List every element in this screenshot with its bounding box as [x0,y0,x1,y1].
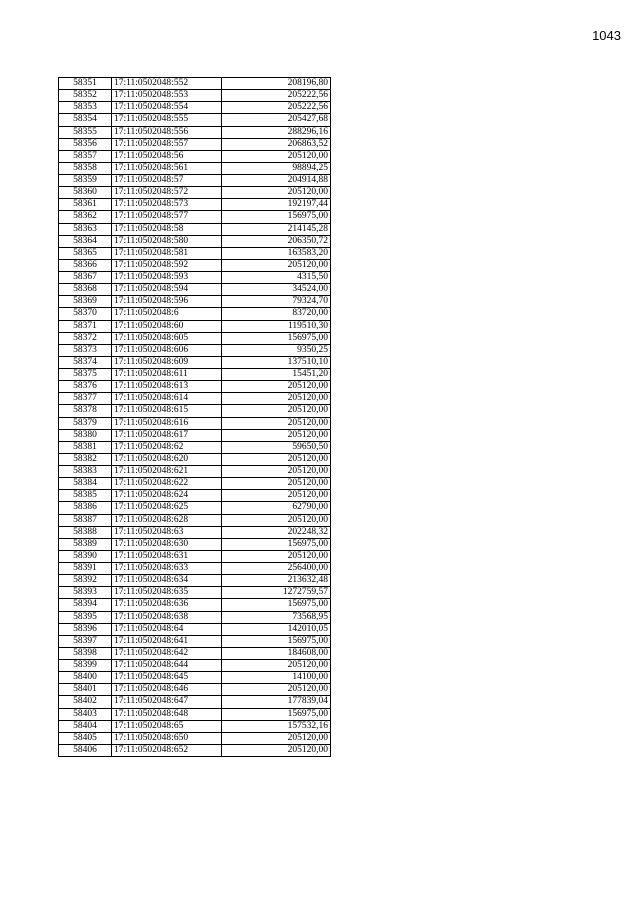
value-cell: 205120,00 [222,381,331,393]
row-number-cell: 58360 [59,187,112,199]
cadastral-number-cell: 17:11:0502048:630 [112,538,222,550]
cadastral-number-cell: 17:11:0502048:650 [112,732,222,744]
table-row [59,114,331,126]
table-row [59,90,331,102]
table-row [59,611,331,623]
row-number-cell: 58398 [59,647,112,659]
cadastral-number-cell: 17:11:0502048:552 [112,78,222,90]
row-number-cell: 58357 [59,150,112,162]
cadastral-number-cell: 17:11:0502048:631 [112,550,222,562]
cadastral-number-cell: 17:11:0502048:556 [112,126,222,138]
row-number-cell: 58363 [59,223,112,235]
table-row [59,478,331,490]
cadastral-number-cell: 17:11:0502048:62 [112,441,222,453]
value-cell: 205120,00 [222,417,331,429]
value-cell: 206863,52 [222,138,331,150]
cadastral-number-cell: 17:11:0502048:592 [112,259,222,271]
table-row [59,490,331,502]
table-row [59,356,331,368]
cadastral-number-cell: 17:11:0502048:647 [112,696,222,708]
table-row [59,393,331,405]
row-number-cell: 58359 [59,175,112,187]
row-number-cell: 58382 [59,453,112,465]
row-number-cell: 58375 [59,369,112,381]
row-number-cell: 58354 [59,114,112,126]
cadastral-number-cell: 17:11:0502048:645 [112,672,222,684]
row-number-cell: 58389 [59,538,112,550]
cadastral-number-cell: 17:11:0502048:625 [112,502,222,514]
value-cell: 256400,00 [222,563,331,575]
cadastral-number-cell: 17:11:0502048:57 [112,175,222,187]
table-row [59,563,331,575]
value-cell: 214145,28 [222,223,331,235]
table-row [59,526,331,538]
cadastral-number-cell: 17:11:0502048:555 [112,114,222,126]
cadastral-number-cell: 17:11:0502048:605 [112,332,222,344]
cadastral-number-cell: 17:11:0502048:614 [112,393,222,405]
cadastral-number-cell: 17:11:0502048:609 [112,356,222,368]
cadastral-number-cell: 17:11:0502048:594 [112,284,222,296]
value-cell: 62790,00 [222,502,331,514]
value-cell: 205120,00 [222,478,331,490]
value-cell: 205120,00 [222,150,331,162]
table-body [59,78,331,757]
cadastral-number-cell: 17:11:0502048:641 [112,635,222,647]
cadastral-number-cell: 17:11:0502048:65 [112,720,222,732]
row-number-cell: 58406 [59,744,112,756]
value-cell: 202248,32 [222,526,331,538]
value-cell: 205120,00 [222,744,331,756]
table-row [59,150,331,162]
table-row [59,175,331,187]
cadastral-number-cell: 17:11:0502048:58 [112,223,222,235]
row-number-cell: 58353 [59,102,112,114]
cadastral-number-cell: 17:11:0502048:6 [112,308,222,320]
value-cell: 14100,00 [222,672,331,684]
table-row [59,247,331,259]
value-cell: 1272759,57 [222,587,331,599]
cadastral-number-cell: 17:11:0502048:611 [112,369,222,381]
table-row [59,599,331,611]
table-row [59,744,331,756]
table-row [59,138,331,150]
row-number-cell: 58362 [59,211,112,223]
value-cell: 177839,04 [222,696,331,708]
row-number-cell: 58391 [59,563,112,575]
cadastral-number-cell: 17:11:0502048:636 [112,599,222,611]
value-cell: 156975,00 [222,635,331,647]
cadastral-number-cell: 17:11:0502048:60 [112,320,222,332]
value-cell: 137510,10 [222,356,331,368]
row-number-cell: 58384 [59,478,112,490]
value-cell: 205120,00 [222,259,331,271]
cadastral-number-cell: 17:11:0502048:638 [112,611,222,623]
cadastral-number-cell: 17:11:0502048:56 [112,150,222,162]
table-row [59,162,331,174]
table-row [59,78,331,90]
cadastral-number-cell: 17:11:0502048:646 [112,684,222,696]
value-cell: 184608,00 [222,647,331,659]
row-number-cell: 58374 [59,356,112,368]
row-number-cell: 58351 [59,78,112,90]
table-row [59,720,331,732]
row-number-cell: 58392 [59,575,112,587]
cadastral-number-cell: 17:11:0502048:63 [112,526,222,538]
row-number-cell: 58377 [59,393,112,405]
row-number-cell: 58378 [59,405,112,417]
row-number-cell: 58367 [59,272,112,284]
row-number-cell: 58387 [59,514,112,526]
value-cell: 205120,00 [222,660,331,672]
page-number: 1043 [592,28,621,43]
value-cell: 156975,00 [222,708,331,720]
value-cell: 206350,72 [222,235,331,247]
table-row [59,405,331,417]
table-row [59,417,331,429]
value-cell: 208196,80 [222,78,331,90]
value-cell: 192197,44 [222,199,331,211]
table-row [59,187,331,199]
cadastral-number-cell: 17:11:0502048:561 [112,162,222,174]
value-cell: 205120,00 [222,514,331,526]
cadastral-number-cell: 17:11:0502048:621 [112,466,222,478]
row-number-cell: 58373 [59,344,112,356]
value-cell: 156975,00 [222,538,331,550]
value-cell: 288296,16 [222,126,331,138]
value-cell: 205120,00 [222,550,331,562]
table-row [59,514,331,526]
cadastral-number-cell: 17:11:0502048:615 [112,405,222,417]
value-cell: 205120,00 [222,466,331,478]
row-number-cell: 58400 [59,672,112,684]
row-number-cell: 58371 [59,320,112,332]
row-number-cell: 58376 [59,381,112,393]
row-number-cell: 58372 [59,332,112,344]
cadastral-number-cell: 17:11:0502048:633 [112,563,222,575]
table-row [59,502,331,514]
value-cell: 157532,16 [222,720,331,732]
table-row [59,672,331,684]
cadastral-number-cell: 17:11:0502048:616 [112,417,222,429]
row-number-cell: 58396 [59,623,112,635]
table-row [59,126,331,138]
value-cell: 205120,00 [222,732,331,744]
cadastral-number-cell: 17:11:0502048:634 [112,575,222,587]
value-cell: 156975,00 [222,599,331,611]
table-row [59,684,331,696]
table-row [59,550,331,562]
cadastral-number-cell: 17:11:0502048:606 [112,344,222,356]
table-row [59,211,331,223]
cadastral-number-cell: 17:11:0502048:557 [112,138,222,150]
table-row [59,102,331,114]
table-row [59,272,331,284]
value-cell: 79324,70 [222,296,331,308]
cadastral-number-cell: 17:11:0502048:553 [112,90,222,102]
value-cell: 156975,00 [222,211,331,223]
value-cell: 205120,00 [222,187,331,199]
table-row [59,235,331,247]
cadastral-number-cell: 17:11:0502048:613 [112,381,222,393]
value-cell: 73568,95 [222,611,331,623]
value-cell: 205427,68 [222,114,331,126]
cadastral-number-cell: 17:11:0502048:593 [112,272,222,284]
value-cell: 205120,00 [222,490,331,502]
value-cell: 205120,00 [222,684,331,696]
cadastral-number-cell: 17:11:0502048:577 [112,211,222,223]
row-number-cell: 58395 [59,611,112,623]
table-row [59,647,331,659]
table-row [59,635,331,647]
row-number-cell: 58369 [59,296,112,308]
row-number-cell: 58352 [59,90,112,102]
cadastral-number-cell: 17:11:0502048:580 [112,235,222,247]
row-number-cell: 58356 [59,138,112,150]
row-number-cell: 58385 [59,490,112,502]
value-cell: 4315,50 [222,272,331,284]
cadastral-number-cell: 17:11:0502048:622 [112,478,222,490]
table-row [59,441,331,453]
cadastral-number-cell: 17:11:0502048:628 [112,514,222,526]
row-number-cell: 58368 [59,284,112,296]
table-row [59,332,331,344]
row-number-cell: 58365 [59,247,112,259]
cadastral-number-cell: 17:11:0502048:642 [112,647,222,659]
row-number-cell: 58394 [59,599,112,611]
table-row [59,575,331,587]
row-number-cell: 58390 [59,550,112,562]
value-cell: 119510,30 [222,320,331,332]
table-row [59,259,331,271]
table-row [59,660,331,672]
row-number-cell: 58366 [59,259,112,271]
cadastral-number-cell: 17:11:0502048:624 [112,490,222,502]
registry-table [58,77,331,757]
row-number-cell: 58386 [59,502,112,514]
row-number-cell: 58370 [59,308,112,320]
cadastral-number-cell: 17:11:0502048:572 [112,187,222,199]
row-number-cell: 58388 [59,526,112,538]
value-cell: 163583,20 [222,247,331,259]
value-cell: 205120,00 [222,453,331,465]
table-row [59,732,331,744]
table-row [59,696,331,708]
table-row [59,708,331,720]
cadastral-number-cell: 17:11:0502048:617 [112,429,222,441]
cadastral-number-cell: 17:11:0502048:64 [112,623,222,635]
value-cell: 34524,00 [222,284,331,296]
cadastral-number-cell: 17:11:0502048:573 [112,199,222,211]
cadastral-number-cell: 17:11:0502048:596 [112,296,222,308]
value-cell: 15451,20 [222,369,331,381]
cadastral-number-cell: 17:11:0502048:635 [112,587,222,599]
row-number-cell: 58399 [59,660,112,672]
table-row [59,308,331,320]
row-number-cell: 58355 [59,126,112,138]
row-number-cell: 58397 [59,635,112,647]
table-row [59,223,331,235]
value-cell: 205222,56 [222,90,331,102]
row-number-cell: 58393 [59,587,112,599]
table-row [59,199,331,211]
value-cell: 9350,25 [222,344,331,356]
row-number-cell: 58361 [59,199,112,211]
row-number-cell: 58379 [59,417,112,429]
row-number-cell: 58364 [59,235,112,247]
value-cell: 204914,88 [222,175,331,187]
cadastral-number-cell: 17:11:0502048:554 [112,102,222,114]
row-number-cell: 58383 [59,466,112,478]
value-cell: 205120,00 [222,393,331,405]
row-number-cell: 58403 [59,708,112,720]
value-cell: 213632,48 [222,575,331,587]
value-cell: 205120,00 [222,429,331,441]
value-cell: 83720,00 [222,308,331,320]
cadastral-number-cell: 17:11:0502048:644 [112,660,222,672]
cadastral-number-cell: 17:11:0502048:581 [112,247,222,259]
row-number-cell: 58401 [59,684,112,696]
table-row [59,538,331,550]
value-cell: 156975,00 [222,332,331,344]
row-number-cell: 58380 [59,429,112,441]
table-row [59,369,331,381]
table-row [59,381,331,393]
table-row [59,296,331,308]
row-number-cell: 58405 [59,732,112,744]
value-cell: 205222,56 [222,102,331,114]
table-row [59,344,331,356]
value-cell: 59650,50 [222,441,331,453]
value-cell: 98894,25 [222,162,331,174]
row-number-cell: 58402 [59,696,112,708]
table-row [59,623,331,635]
cadastral-number-cell: 17:11:0502048:648 [112,708,222,720]
table-row [59,284,331,296]
value-cell: 205120,00 [222,405,331,417]
table-row [59,587,331,599]
row-number-cell: 58381 [59,441,112,453]
value-cell: 142010,05 [222,623,331,635]
cadastral-number-cell: 17:11:0502048:620 [112,453,222,465]
cadastral-number-cell: 17:11:0502048:652 [112,744,222,756]
table-row [59,453,331,465]
row-number-cell: 58404 [59,720,112,732]
row-number-cell: 58358 [59,162,112,174]
table-row [59,320,331,332]
table-row [59,429,331,441]
table-row [59,466,331,478]
